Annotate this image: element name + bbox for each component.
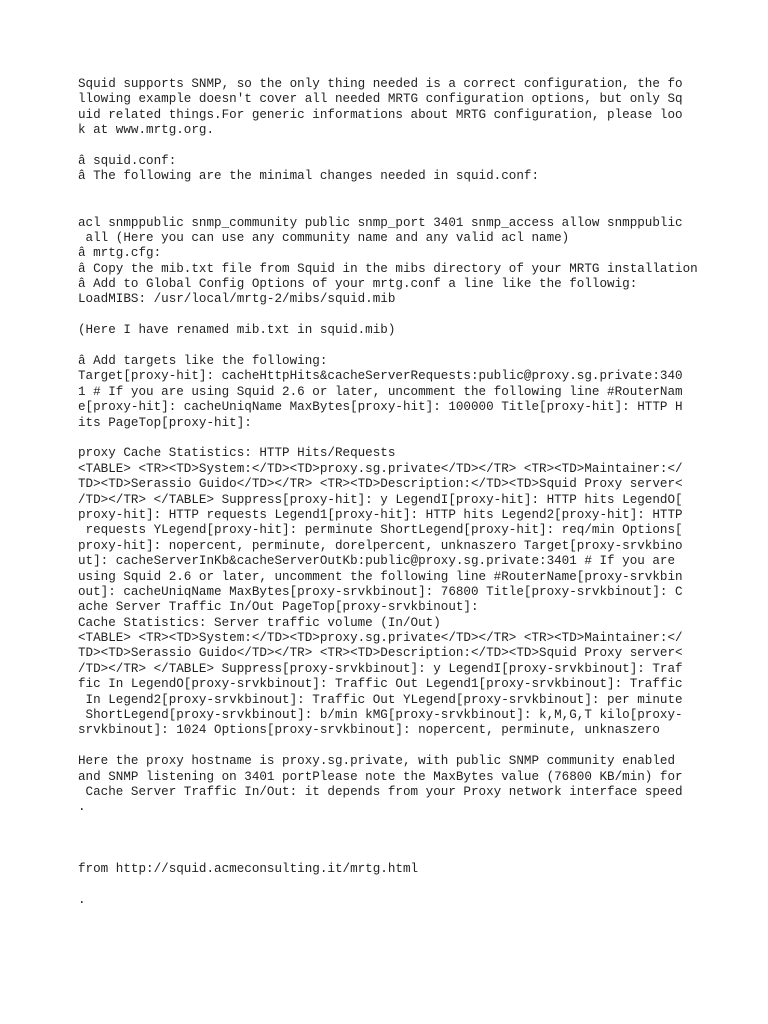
text-line: all (Here you can use any community name and any valid acl name) <box>78 230 570 245</box>
text-line: <TABLE> <TR><TD>System:</TD><TD>proxy.sg.private</TD></TR> <TR><TD>Maintainer:</ <box>78 461 683 476</box>
text-line: Cache Statistics: Server traffic volume (In/Out) <box>78 615 441 630</box>
paragraph-blank <box>78 831 728 846</box>
text-line: e[proxy-hit]: cacheUniqName MaxBytes[proxy-hit]: 100000 Title[proxy-hit]: HTTP H <box>78 400 683 415</box>
text-line: LoadMIBS: /usr/local/mrtg-2/mibs/squid.mib <box>78 292 396 307</box>
text-line: requests YLegend[proxy-hit]: perminute ShortLegend[proxy-hit]: req/min Options[ <box>78 523 683 538</box>
text-line: acl snmppublic snmp_community public snmp_port 3401 snmp_access allow snmppublic <box>78 215 683 230</box>
paragraph-acl-config <box>78 216 728 308</box>
text-line: . <box>78 892 86 907</box>
paragraph-summary <box>78 754 728 816</box>
source-line: from http://squid.acmeconsulting.it/mrtg.html <box>78 861 419 876</box>
text-line <box>78 200 728 215</box>
text-line: ache Server Traffic In/Out PageTop[proxy-srvkbinout]: <box>78 600 479 615</box>
text-line: . <box>78 800 86 815</box>
text-line: Here the proxy hostname is proxy.sg.private, with public SNMP community enabled <box>78 754 676 769</box>
paragraph-end <box>78 893 728 908</box>
text-line: Squid supports SNMP, so the only thing needed is a correct configuration, the fo <box>78 77 683 91</box>
text-line: In Legend2[proxy-srvkbinout]: Traffic Out YLegend[proxy-srvkbinout]: per minute <box>78 692 683 707</box>
text-line: and SNMP listening on 3401 portPlease note the MaxBytes value (76800 KB/min) for <box>78 769 683 784</box>
text-line: /TD></TR> </TABLE> Suppress[proxy-hit]: y LegendI[proxy-hit]: HTTP hits LegendO[ <box>78 492 683 507</box>
paragraph-source <box>78 862 728 877</box>
text-line: â The following are the minimal changes needed in squid.conf: <box>78 169 540 184</box>
text-line: â Add targets like the following: <box>78 354 328 369</box>
text-line: k at www.mrtg.org. <box>78 123 215 138</box>
text-line: proxy-hit]: nopercent, perminute, dorelpercent, unknaszero Target[proxy-srvkbino <box>78 538 683 553</box>
paragraph-intro <box>78 77 728 139</box>
text-line: (Here I have renamed mib.txt in squid.mib) <box>78 323 396 338</box>
text-line: TD><TD>Serassio Guido</TD></TR> <TR><TD>Description:</TD><TD>Squid Proxy server< <box>78 646 683 661</box>
text-line: â squid.conf: <box>78 153 177 168</box>
document-page <box>78 77 728 908</box>
text-line: <TABLE> <TR><TD>System:</TD><TD>proxy.sg.private</TD></TR> <TR><TD>Maintainer:</ <box>78 631 683 646</box>
text-line: proxy-hit]: HTTP requests Legend1[proxy-hit]: HTTP hits Legend2[proxy-hit]: HTTP <box>78 507 683 522</box>
text-line: proxy Cache Statistics: HTTP Hits/Requests <box>78 446 396 461</box>
text-line: â mrtg.cfg: <box>78 246 162 261</box>
paragraph-targets <box>78 354 728 431</box>
text-line: out]: cacheUniqName MaxBytes[proxy-srvkbinout]: 76800 Title[proxy-srvkbinout]: C <box>78 584 683 599</box>
text-line: TD><TD>Serassio Guido</TD></TR> <TR><TD>Description:</TD><TD>Squid Proxy server< <box>78 477 683 492</box>
text-line: /TD></TR> </TABLE> Suppress[proxy-srvkbinout]: y LegendI[proxy-srvkbinout]: Traf <box>78 661 683 676</box>
text-line: its PageTop[proxy-hit]: <box>78 415 252 430</box>
paragraph-squid-conf <box>78 154 728 185</box>
text-line: using Squid 2.6 or later, uncomment the following line #RouterName[proxy-srvkbin <box>78 569 683 584</box>
text-line: ut]: cacheServerInKb&cacheServerOutKb:public@proxy.sg.private:3401 # If you are <box>78 554 676 569</box>
text-line: â Add to Global Config Options of your mrtg.conf a line like the followig: <box>78 277 638 292</box>
text-line: srvkbinout]: 1024 Options[proxy-srvkbinout]: nopercent, perminute, unknaszero <box>78 723 660 738</box>
text-line: â Copy the mib.txt file from Squid in the mibs directory of your MRTG installation <box>78 261 698 276</box>
text-line: uid related things.For generic informations about MRTG configuration, please loo <box>78 107 683 122</box>
text-line: Cache Server Traffic In/Out: it depends from your Proxy network interface speed <box>78 784 683 799</box>
text-line: llowing example doesn't cover all needed MRTG configuration options, but only Sq <box>78 92 683 107</box>
text-line: ShortLegend[proxy-srvkbinout]: b/min kMG[proxy-srvkbinout]: k,M,G,T kilo[proxy- <box>78 708 683 723</box>
paragraph-rename-note <box>78 323 728 338</box>
text-line: Target[proxy-hit]: cacheHttpHits&cacheServerRequests:public@proxy.sg.private:340 <box>78 369 683 384</box>
text-line: 1 # If you are using Squid 2.6 or later, uncomment the following line #RouterNam <box>78 384 683 399</box>
text-line: fic In LegendO[proxy-srvkbinout]: Traffic Out Legend1[proxy-srvkbinout]: Traffic <box>78 677 683 692</box>
text-line <box>78 831 728 846</box>
paragraph-blank <box>78 200 728 215</box>
paragraph-statistics <box>78 446 728 738</box>
